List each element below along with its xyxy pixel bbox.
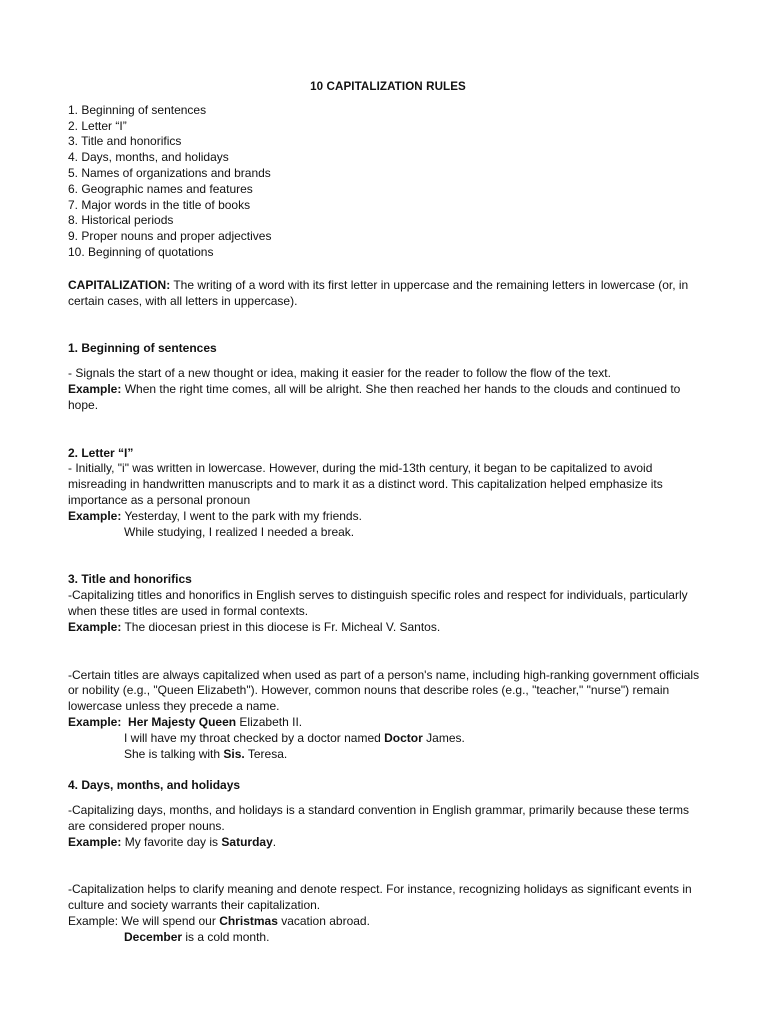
example-line-continued [68, 731, 708, 747]
example-label-plain: Example: [68, 914, 119, 929]
rules-list-item: 2. Letter “I” [68, 118, 127, 133]
example-label: Example: [68, 834, 122, 849]
example-text: She is talking with [124, 746, 224, 761]
rules-list-item: 1. Beginning of sentences [68, 102, 207, 117]
example-line [68, 835, 708, 851]
section-heading-days-months-holidays: 4. Days, months, and holidays [68, 778, 241, 793]
example-line [68, 620, 708, 636]
example-text: My favorite day is [121, 834, 222, 849]
rules-list-item: 7. Major words in the title of books [68, 197, 251, 212]
section-description: -Capitalizing days, months, and holidays is a standard convention in English grammar, primarily because these terms are considered proper nouns. [68, 803, 689, 833]
rules-list-item: 4. Days, months, and holidays [68, 150, 229, 165]
example-text: is a cold month. [182, 929, 270, 944]
example-label: Example: [68, 714, 122, 729]
example-line [68, 382, 708, 414]
rules-list-item: 6. Geographic names and features [68, 181, 253, 196]
section-heading-letter-i: 2. Letter “I” [68, 445, 134, 460]
example-text: The diocesan priest in this diocese is Fr. Micheal V. Santos. [121, 619, 441, 634]
rules-list-item: 5. Names of organizations and brands [68, 165, 271, 180]
example-text: James. [422, 730, 465, 745]
example-label: Example: [68, 381, 122, 396]
example-label: Example: [68, 619, 122, 634]
example-text: When the right time comes, all will be alright. She then reached her hands to the clouds and continued to hope. [68, 381, 681, 412]
example-text: Yesterday, I went to the park with my friends. [121, 508, 362, 523]
example-label: Example: [68, 508, 122, 523]
example-emphasis: Doctor [384, 730, 423, 745]
example-emphasis: December [124, 929, 183, 944]
example-emphasis: Sis. [223, 746, 245, 761]
example-emphasis: Saturday [221, 834, 273, 849]
definition-label: CAPITALIZATION: [68, 277, 171, 292]
rules-list-item: 10. Beginning of quotations [68, 244, 214, 259]
example-text: We will spend our [118, 914, 220, 929]
section-heading-title-and-honorifics: 3. Title and honorifics [68, 572, 192, 587]
example-text: vacation abroad. [277, 914, 370, 929]
section-description: -Certain titles are always capitalized when used as part of a person's name, including high-ranking government officials or nobility (e.g., "Queen Elizabeth"). However, common nouns that describe roles (e.g., "teacher," "nurse") remain lowercase unless they precede a name. [68, 667, 700, 714]
section-description: -Capitalization helps to clarify meaning and denote respect. For instance, recognizing holidays as significant events in culture and society warrants their capitalization. [68, 882, 692, 913]
example-line [68, 715, 708, 731]
rules-list-item: 8. Historical periods [68, 213, 174, 228]
definition-text: The writing of a word with its first letter in uppercase and the remaining letters in lowercase (or, in certain cases, with all letters in uppercase). [68, 277, 689, 308]
example-line-continued [68, 930, 708, 946]
rules-list-item: 3. Title and honorifics [68, 134, 182, 149]
definition-paragraph [68, 278, 708, 310]
rules-list-item: 9. Proper nouns and proper adjectives [68, 229, 272, 244]
section-description: -Capitalizing titles and honorifics in English serves to distinguish specific roles and respect for individuals, particularly when these titles are used in formal contexts. [68, 588, 688, 618]
example-line-continued: While studying, I realized I needed a break. [124, 524, 355, 539]
example-line [68, 914, 708, 930]
document-page [68, 79, 708, 946]
example-text: I will have my throat checked by a doctor named [124, 730, 385, 745]
example-text: Teresa. [244, 746, 288, 761]
section-heading-beginning-of-sentences: 1. Beginning of sentences [68, 341, 217, 356]
section-description: - Initially, "i" was written in lowercase. However, during the mid-13th century, it began to be capitalized to avoid misreading in handwritten manuscripts and to mark it as a distinct word. This capitalization helped emphasize its importance as a personal pronoun [68, 461, 663, 507]
example-emphasis: Christmas [219, 914, 278, 929]
document-title: 10 CAPITALIZATION RULES [310, 80, 466, 93]
example-text: Elizabeth II. [236, 714, 303, 729]
example-line [68, 509, 708, 525]
section-description: - Signals the start of a new thought or idea, making it easier for the reader to follow the flow of the text. [68, 366, 611, 381]
rules-list [68, 103, 708, 261]
example-text: . [272, 834, 277, 849]
example-emphasis: Her Majesty Queen [128, 714, 237, 729]
example-line-continued [68, 747, 708, 763]
